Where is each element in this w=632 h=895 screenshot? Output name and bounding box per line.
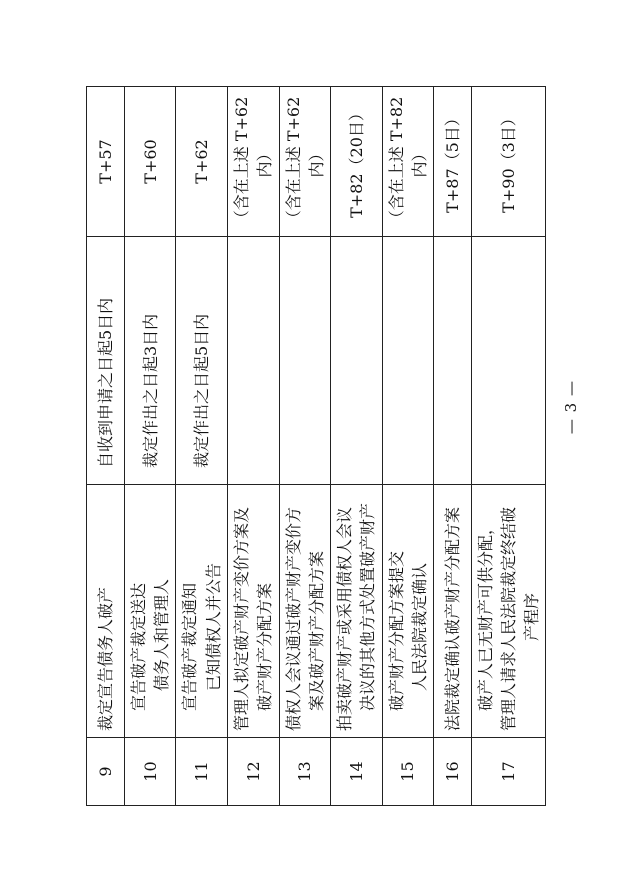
row-number: 17 bbox=[471, 738, 546, 806]
time-limit-text: 自收到申请之日起5日内 bbox=[95, 297, 115, 468]
deadline: T+82（20日） bbox=[331, 87, 382, 237]
deadline: T+57 bbox=[87, 87, 125, 237]
step-description bbox=[227, 485, 279, 738]
time-limit bbox=[331, 237, 382, 485]
time-limit-text: 裁定作出之日起3日内 bbox=[140, 313, 160, 468]
step-line: 拍卖破产财产或采用债权人会议 bbox=[335, 506, 355, 731]
step-line: 已知债权人并公告 bbox=[203, 562, 223, 691]
step-line: 债务人和管理人 bbox=[152, 578, 172, 691]
table-row bbox=[125, 87, 176, 806]
step-line: 宣告破产裁定通知 bbox=[180, 582, 200, 711]
table-row bbox=[331, 87, 382, 806]
table-row bbox=[87, 87, 125, 806]
step-description bbox=[433, 485, 471, 738]
time-limit-text bbox=[295, 468, 314, 478]
time-limit bbox=[227, 237, 279, 485]
row-number: 16 bbox=[433, 738, 471, 806]
time-limit-text bbox=[244, 468, 263, 478]
row-number: 15 bbox=[382, 738, 433, 806]
step-line: 管理人拟定破产财产变价方案及 bbox=[232, 506, 252, 731]
time-limit-text bbox=[443, 468, 462, 478]
deadline: （含在上述 T+62内） bbox=[279, 87, 330, 237]
step-line: 人民法院裁定确认 bbox=[409, 562, 429, 691]
deadline: T+87（5日） bbox=[433, 87, 471, 237]
step-line: 案及破产财产分配方案 bbox=[306, 550, 326, 711]
deadline: T+90（3日） bbox=[471, 87, 546, 237]
row-number: 14 bbox=[331, 738, 382, 806]
page-number: — 3 — bbox=[562, 380, 580, 435]
table-row bbox=[279, 87, 330, 806]
deadline: T+62 bbox=[176, 87, 227, 237]
step-line: 债权人会议通过破产财产变价方 bbox=[283, 506, 303, 731]
time-limit bbox=[382, 237, 433, 485]
row-number: 13 bbox=[279, 738, 330, 806]
deadline: （含在上述 T+82内） bbox=[382, 87, 433, 237]
table-row bbox=[176, 87, 227, 806]
step-description bbox=[331, 485, 382, 738]
time-limit-text: 裁定作出之日起5日内 bbox=[191, 313, 211, 468]
step-description bbox=[125, 485, 176, 738]
row-number: 9 bbox=[87, 738, 125, 806]
time-limit-text bbox=[398, 468, 417, 478]
time-limit-text bbox=[347, 468, 366, 478]
time-limit bbox=[176, 237, 227, 485]
rotated-table-container bbox=[86, 86, 542, 806]
step-description bbox=[279, 485, 330, 738]
time-limit bbox=[433, 237, 471, 485]
time-limit bbox=[471, 237, 546, 485]
time-limit bbox=[279, 237, 330, 485]
deadline: （含在上述 T+62内） bbox=[227, 87, 279, 237]
step-line: 裁定宣告债务人破产 bbox=[95, 586, 115, 731]
table-row bbox=[227, 87, 279, 806]
step-description bbox=[87, 485, 125, 738]
table-row bbox=[471, 87, 546, 806]
step-line: 法院裁定确认破产财产分配方案 bbox=[442, 506, 462, 731]
step-description bbox=[176, 485, 227, 738]
row-number: 10 bbox=[125, 738, 176, 806]
step-line: 产程序 bbox=[522, 592, 542, 641]
step-line: 宣告破产裁定送达 bbox=[129, 582, 148, 711]
time-limit bbox=[87, 237, 125, 485]
step-line: 管理人请求人民法院裁定终结破 bbox=[499, 506, 519, 731]
step-line: 破产财产分配方案提交 bbox=[386, 550, 406, 711]
step-line: 决议的其他方式处置破产财产 bbox=[358, 502, 378, 711]
time-limit-text bbox=[499, 468, 518, 478]
table-row bbox=[433, 87, 471, 806]
step-line: 破产人已无财产可供分配， bbox=[475, 518, 495, 711]
row-number: 12 bbox=[227, 738, 279, 806]
row-number: 11 bbox=[176, 738, 227, 806]
time-limit bbox=[125, 237, 176, 485]
step-line: 破产财产分配方案 bbox=[255, 582, 275, 711]
step-description bbox=[471, 485, 546, 738]
deadline: T+60 bbox=[125, 87, 176, 237]
step-description bbox=[382, 485, 433, 738]
bankruptcy-timeline-table bbox=[86, 86, 546, 806]
table-row bbox=[382, 87, 433, 806]
